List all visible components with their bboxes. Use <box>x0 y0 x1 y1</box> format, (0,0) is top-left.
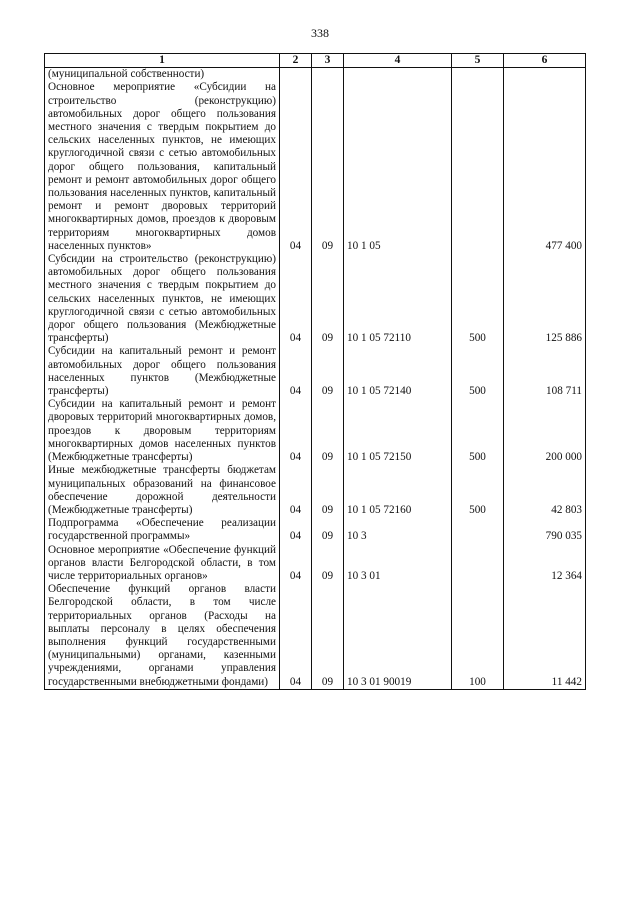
amount: 125 886 <box>504 253 586 345</box>
table-row <box>45 68 586 253</box>
amount: 12 364 <box>504 544 586 584</box>
budget-table <box>44 53 586 690</box>
section-code: 04 <box>280 517 312 543</box>
row-description: Обеспечение функций органов власти Белгородской области, в том числе территориальных органов (Расходы на выплаты персоналу в целях обеспечения выполнения функций государственными (муниципальными) органами, казенными учреждениями, органами управления государственными внебюджетными фондами) <box>45 583 280 689</box>
page-number: 338 <box>311 26 329 40</box>
section-code: 04 <box>280 345 312 398</box>
subsection-code: 09 <box>312 464 344 517</box>
expense-type-code: 500 <box>452 398 504 464</box>
table-row <box>45 345 586 398</box>
table-row <box>45 583 586 689</box>
subsection-code: 09 <box>312 517 344 543</box>
row-description: Подпрограмма «Обеспечение реализации государственной программы» <box>45 517 280 543</box>
table-row <box>45 464 586 517</box>
row-description: Субсидии на строительство (реконструкцию) автомобильных дорог общего пользования местного значения с твердым покрытием до сельских населенных пунктов, не имеющих круглогодичной связи с сетью автомобильных дорог общего пользования (Межбюджетные трансферты) <box>45 253 280 345</box>
column-header-2: 2 <box>280 54 312 68</box>
column-header-1: 1 <box>45 54 280 68</box>
expense-type-code <box>452 68 504 253</box>
target-article-code: 10 1 05 72150 <box>344 398 452 464</box>
expense-type-code: 500 <box>452 253 504 345</box>
amount: 108 711 <box>504 345 586 398</box>
column-header-4: 4 <box>344 54 452 68</box>
target-article-code: 10 3 01 <box>344 544 452 584</box>
target-article-code: 10 3 01 90019 <box>344 583 452 689</box>
amount: 11 442 <box>504 583 586 689</box>
target-article-code: 10 1 05 72160 <box>344 464 452 517</box>
table-row <box>45 253 586 345</box>
amount: 790 035 <box>504 517 586 543</box>
target-article-code: 10 3 <box>344 517 452 543</box>
expense-type-code <box>452 544 504 584</box>
subsection-code: 09 <box>312 253 344 345</box>
section-code: 04 <box>280 68 312 253</box>
expense-type-code <box>452 517 504 543</box>
row-description: Иные межбюджетные трансферты бюджетам муниципальных образований на финансовое обеспечение дорожной деятельности (Межбюджетные трансферты) <box>45 464 280 517</box>
subsection-code: 09 <box>312 398 344 464</box>
row-description: Основное мероприятие «Обеспечение функций органов власти Белгородской области, в том числе территориальных органов» <box>45 544 280 584</box>
amount: 477 400 <box>504 68 586 253</box>
row-description <box>45 68 280 253</box>
row-description-continued: (муниципальной собственности) <box>48 68 205 81</box>
amount: 42 803 <box>504 464 586 517</box>
column-header-5: 5 <box>452 54 504 68</box>
section-code: 04 <box>280 253 312 345</box>
table-row <box>45 517 586 543</box>
column-header-3: 3 <box>312 54 344 68</box>
section-code: 04 <box>280 464 312 517</box>
row-description: Субсидии на капитальный ремонт и ремонт дворовых территорий многоквартирных домов, проездов к дворовым территориям многоквартирных домов населенных пунктов (Межбюджетные трансферты) <box>45 398 280 464</box>
subsection-code: 09 <box>312 345 344 398</box>
table-header-row <box>45 54 586 68</box>
expense-type-code: 100 <box>452 583 504 689</box>
row-description: Субсидии на капитальный ремонт и ремонт автомобильных дорог общего пользования населенных пунктов (Межбюджетные трансферты) <box>45 345 280 398</box>
target-article-code: 10 1 05 <box>344 68 452 253</box>
amount: 200 000 <box>504 398 586 464</box>
section-code: 04 <box>280 583 312 689</box>
section-code: 04 <box>280 398 312 464</box>
target-article-code: 10 1 05 72110 <box>344 253 452 345</box>
subsection-code: 09 <box>312 544 344 584</box>
expense-type-code: 500 <box>452 464 504 517</box>
subsection-code: 09 <box>312 583 344 689</box>
expense-type-code: 500 <box>452 345 504 398</box>
row-description-text: Основное мероприятие «Субсидии на строительство (реконструкцию) автомобильных дорог общего пользования местного значения с твердым покрытием до сельских населенных пунктов, не имеющих круглогодичной связи с сетью автомобильных дорог общего пользования, капитальный ремонт и ремонт автомобильных дорог общего пользования населенных пунктов, капитальный ремонт и ремонт дворовых территорий многоквартирных домов, проездов к дворовым территориям многоквартирных домов населенных пунктов» <box>48 81 276 252</box>
table-row <box>45 544 586 584</box>
table-row <box>45 398 586 464</box>
column-header-6: 6 <box>504 54 586 68</box>
subsection-code: 09 <box>312 68 344 253</box>
section-code: 04 <box>280 544 312 584</box>
target-article-code: 10 1 05 72140 <box>344 345 452 398</box>
